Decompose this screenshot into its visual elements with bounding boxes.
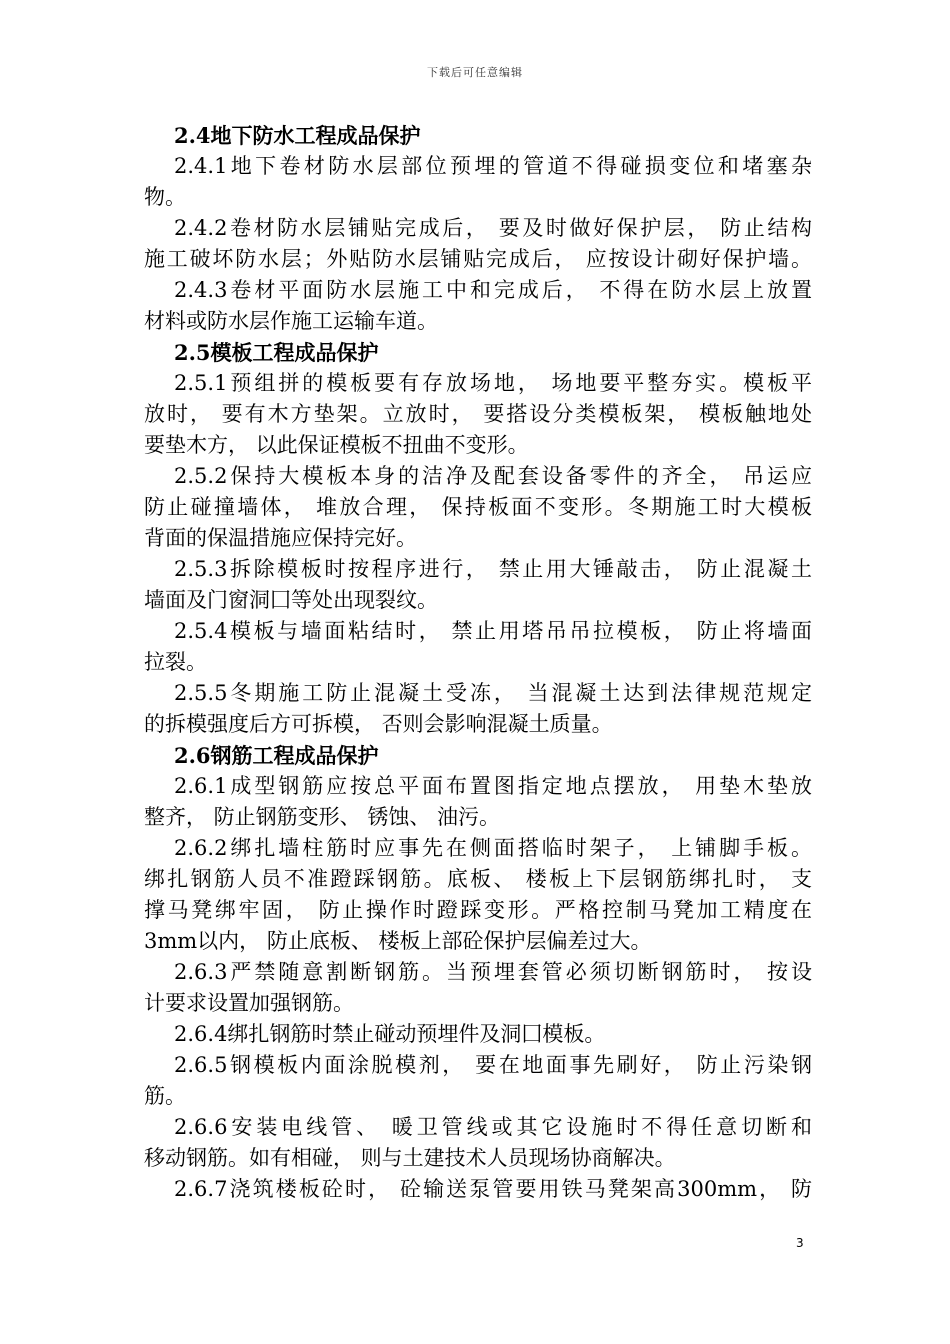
paragraph-line: 3mm以内， 防止底板、 楼板上部砼保护层偏差过大。 xyxy=(144,929,652,953)
paragraph-line: 2.6.4绑扎钢筋时禁止碰动预埋件及洞囗模板。 xyxy=(174,1022,606,1046)
paragraph-line: 整齐， 防止钢筋变形、 锈蚀、 油污。 xyxy=(144,805,501,829)
paragraph-line: 要垫木方， 以此保证模板不扭曲不变形。 xyxy=(144,433,529,457)
section-heading: 2.4地下防水工程成品保护 xyxy=(174,123,421,148)
document-body xyxy=(144,120,812,1205)
paragraph-line: 2.6.1成型钢筋应按总平面布置图指定地点摆放， 用垫木垫放 xyxy=(174,774,812,798)
page-number: 3 xyxy=(796,1236,804,1250)
paragraph-line: 放时， 要有木方垫架。立放时， 要搭设分类模板架， 模板触地处 xyxy=(144,402,812,426)
paragraph-line: 拉裂。 xyxy=(144,650,207,674)
paragraph-line: 撑马凳绑牢固， 防止操作时蹬踩变形。严格控制马凳加工精度在 xyxy=(144,898,812,922)
paragraph-line: 2.5.1预组拼的模板要有存放场地， 场地要平整夯实。模板平 xyxy=(174,371,812,395)
page-header: 下载后可任意编辑 xyxy=(427,66,523,79)
paragraph-line: 防止碰撞墙体， 堆放合理， 保持板面不变形。冬期施工时大模板 xyxy=(144,495,812,519)
paragraph-line: 施工破坏防水层；外贴防水层铺贴完成后， 应按设计砌好保护墙。 xyxy=(144,247,812,271)
paragraph-line: 2.5.3拆除模板时按程序进行， 禁止用大锤敲击， 防止混凝土 xyxy=(174,557,812,581)
section-heading: 2.6钢筋工程成品保护 xyxy=(174,743,379,768)
paragraph-line: 筋。 xyxy=(144,1084,186,1108)
paragraph-line: 材料或防水层作施工运输车道。 xyxy=(144,309,438,333)
paragraph-line: 2.6.3严禁随意割断钢筋。当预埋套管必须切断钢筋时， 按设 xyxy=(174,960,812,984)
paragraph-line: 2.6.2绑扎墙柱筋时应事先在侧面搭临时架子， 上铺脚手板。 xyxy=(174,836,812,860)
paragraph-line: 2.5.2保持大模板本身的洁净及配套设备零件的齐全， 吊运应 xyxy=(174,464,812,488)
paragraph-line: 计要求设置加强钢筋。 xyxy=(144,991,354,1015)
paragraph-line: 2.4.2卷材防水层铺贴完成后， 要及时做好保护层， 防止结构 xyxy=(174,216,812,240)
paragraph-line: 2.5.5冬期施工防止混凝土受冻， 当混凝土达到法律规范规定 xyxy=(174,681,812,705)
paragraph-line: 移动钢筋。如有相碰， 则与土建技术人员现场协商解决。 xyxy=(144,1146,676,1170)
paragraph-line: 的拆模强度后方可拆模， 否则会影响混凝土质量。 xyxy=(144,712,613,736)
paragraph-line: 2.5.4模板与墙面粘结时， 禁止用塔吊吊拉模板， 防止将墙面 xyxy=(174,619,812,643)
paragraph-line: 背面的保温措施应保持完好。 xyxy=(144,526,417,550)
section-heading: 2.5模板工程成品保护 xyxy=(174,340,379,365)
paragraph-line: 2.6.5钢模板内面涂脱模剂， 要在地面事先刷好， 防止污染钢 xyxy=(174,1053,812,1077)
paragraph-line: 2.4.3卷材平面防水层施工中和完成后， 不得在防水层上放置 xyxy=(174,278,812,302)
paragraph-line: 2.6.6安装电线管、 暖卫管线或其它设施时不得任意切断和 xyxy=(174,1115,812,1139)
paragraph-line: 2.4.1地下卷材防水层部位预埋的管道不得碰损变位和堵塞杂 xyxy=(174,154,812,178)
paragraph-line: 墙面及门窗洞囗等处出现裂纹。 xyxy=(144,588,438,612)
paragraph-line: 物。 xyxy=(144,185,186,209)
paragraph-line: 2.6.7浇筑楼板砼时， 砼输送泵管要用铁马凳架高300mm， 防 xyxy=(174,1177,812,1201)
paragraph-line: 绑扎钢筋人员不准蹬踩钢筋。底板、 楼板上下层钢筋绑扎时， 支 xyxy=(144,867,812,891)
